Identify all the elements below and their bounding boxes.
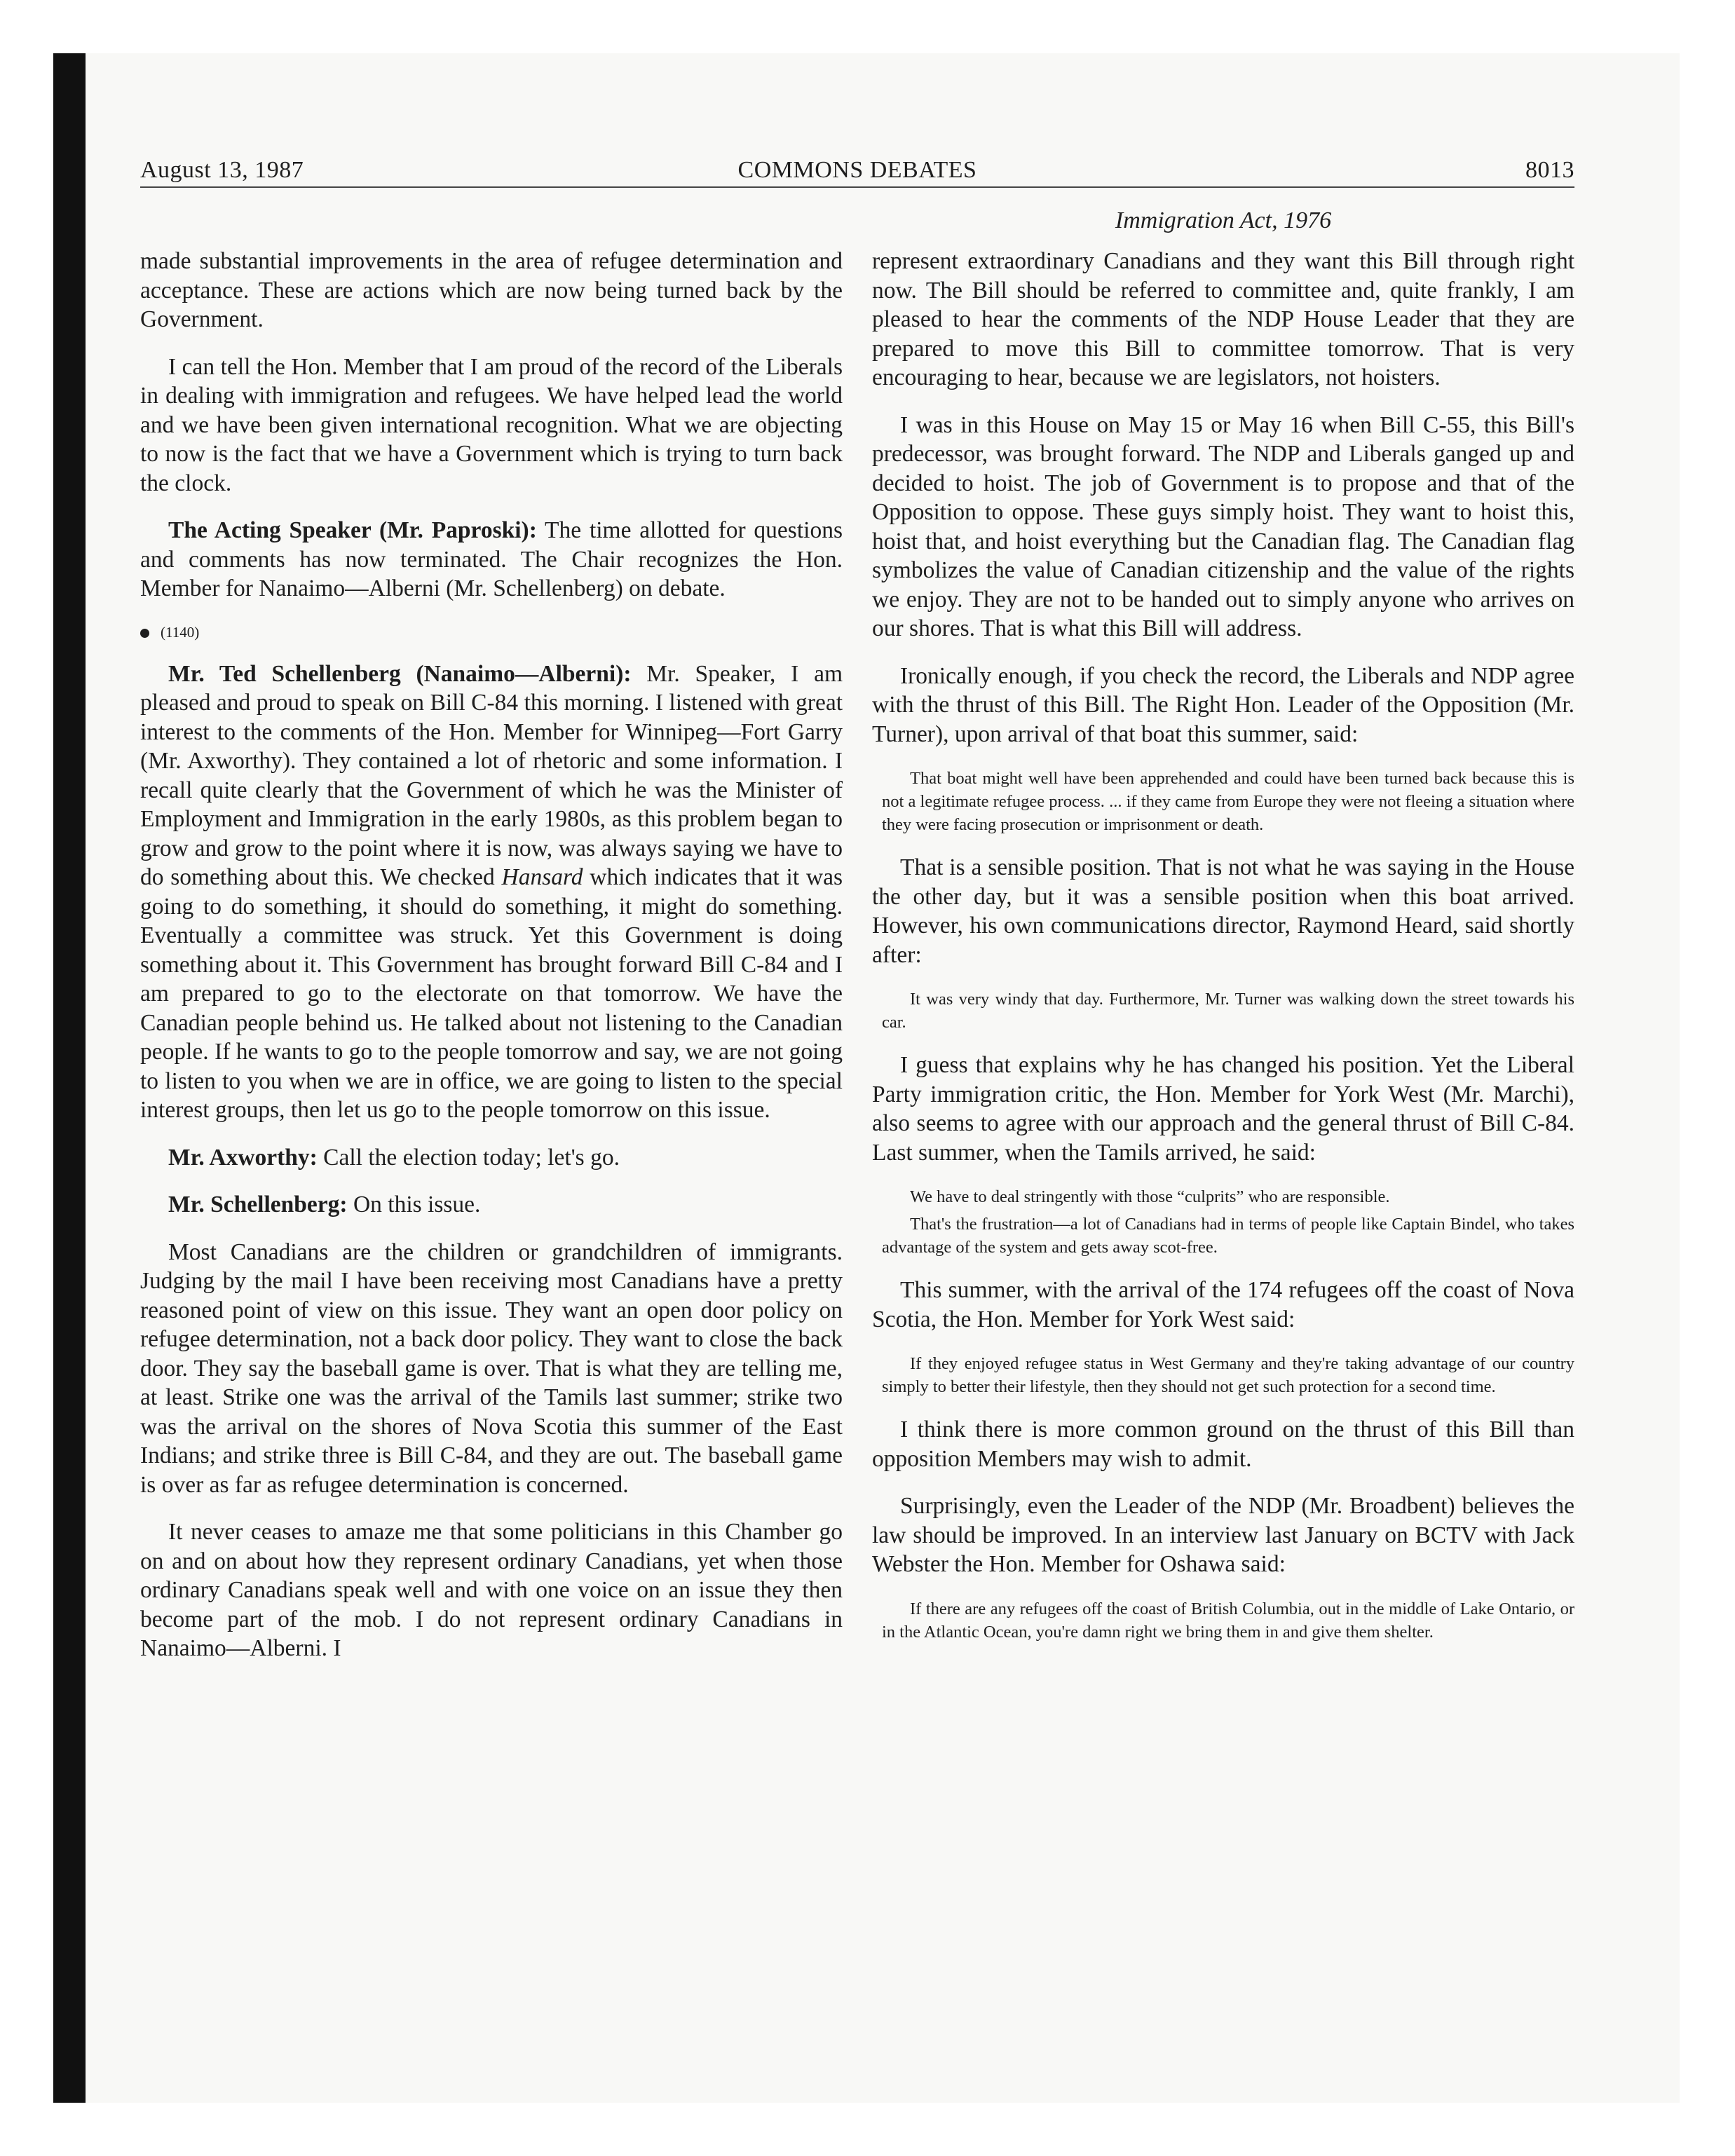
speech-text: Call the election today; let's go. — [317, 1144, 620, 1171]
time-mark — [140, 622, 843, 643]
page-header — [140, 153, 1574, 188]
speech-text: which indicates that it was going to do something, it should do something, it might do something. Eventually a committee was struck. Yet this Government is doing something about it. This Government has brought forward Bill C-84 and I am prepared to go to the electorate on that tomorrow. We have the Canadian people behind us. He talked about not listening to the Canadian people. If he wants to go to the people tomorrow and say, we are not going to listen to you when we are in office, we are going to listen to the special interest groups, then let us go to the people tomorrow on this issue. — [140, 864, 843, 1123]
paragraph: Most Canadians are the children or grandchildren of immigrants. Judging by the mail I have been receiving most Canadians have a pretty reasoned point of view on this issue. They want an open door policy on refugee determination, not a back door policy. They want to close the back door. They say the baseball game is over. That is what they are telling me, at least. Strike one was the arrival of the Tamils last summer; strike two was the arrival on the shores of Nova Scotia this summer of the East Indians; and strike three is Bill C-84, and they are out. The baseball game is over as far as refugee determination is concerned. — [140, 1239, 843, 1498]
speaker-paragraph — [140, 1190, 843, 1220]
paragraph: It never ceases to amaze me that some politicians in this Chamber go on and on about how they represent ordinary Canadians, yet when those ordinary Canadians speak well and with one voice on an issue they then become part of the mob. I do not represent ordinary Canadians in Nanaimo—Alberni. I — [140, 1519, 843, 1661]
block-quote: If there are any refugees off the coast of British Columbia, out in the middle of Lake Ontario, or in the Atlantic Ocean, you're damn right we bring them in and give them shelter. — [882, 1599, 1574, 1642]
running-subject: Immigration Act, 1976 — [1115, 207, 1332, 233]
speech-text: The time allotted for questions and comments has now terminated. The Chair recognizes the Hon. Member for Nanaimo—Alberni (Mr. Schellenberg) on debate. — [140, 517, 843, 601]
header-rule — [140, 186, 1574, 188]
paragraph: I can tell the Hon. Member that I am proud of the record of the Liberals in dealing with immigration and refugees. We have helped lead the world and we have been given international recognition. What we are objecting to now is the fact that we have a Government which is trying to turn back the clock. — [140, 353, 843, 496]
speaker-name: The Acting Speaker (Mr. Paproski): — [168, 517, 537, 543]
speaker-paragraph — [140, 516, 843, 603]
header-date: August 13, 1987 — [140, 157, 304, 183]
header-publication: COMMONS DEBATES — [737, 157, 977, 183]
speaker-name: Mr. Axworthy: — [168, 1144, 318, 1171]
right-column — [872, 247, 1574, 1660]
paragraph: I was in this House on May 15 or May 16 when Bill C-55, this Bill's predecessor, was brought forward. The NDP and Liberals ganged up and decided to hoist. The job of Government is to propose and that of the Opposition to oppose. These guys simply hoist. They want to hoist this, hoist that, and hoist everything but the Canadian flag. The Canadian flag symbolizes the value of Canadian citizenship and the value of the rights we enjoy. They are not to be handed out to simply anyone who arrives on our shores. That is what this Bill will address. — [872, 411, 1574, 641]
block-quote: If they enjoyed refugee status in West Germany and they're taking advantage of our country simply to better their lifestyle, then they should not get such protection for a second time. — [882, 1354, 1574, 1396]
speech-text: Mr. Speaker, I am pleased and proud to speak on Bill C-84 this morning. I listened with great interest to the comments of the Hon. Member for Winnipeg—Fort Garry (Mr. Axworthy). They contained a lot of rhetoric and some information. I recall quite clearly that the Government of which he was the Minister of Employment and Immigration in the early 1980s, as this problem began to grow and grow to the point where it is now, was always saying we have to do something about this. We checked — [140, 660, 843, 890]
block-quote: It was very windy that day. Furthermore, Mr. Turner was walking down the street towards his car. — [882, 990, 1574, 1032]
block-quote: That boat might well have been apprehended and could have been turned back because this is not a legitimate refugee process. ... if they came from Europe they were not fleeing a situation where they were facing prosecution or imprisonment or death. — [882, 769, 1574, 834]
header-page-number: 8013 — [1525, 157, 1574, 183]
speaker-paragraph — [140, 1143, 843, 1173]
bullet-icon — [140, 629, 149, 638]
speaker-name: Mr. Ted Schellenberg (Nanaimo—Alberni): — [168, 660, 632, 687]
left-column — [140, 247, 843, 1681]
paragraph: This summer, with the arrival of the 174 refugees off the coast of Nova Scotia, the Hon. Member for York West said: — [872, 1277, 1574, 1332]
paragraph: I think there is more common ground on the thrust of this Bill than opposition Members may wish to admit. — [872, 1417, 1574, 1472]
italic-term: Hansard — [501, 864, 583, 890]
speaker-name: Mr. Schellenberg: — [168, 1192, 348, 1217]
block-quote: We have to deal stringently with those “culprits” who are responsible. — [910, 1187, 1390, 1206]
scan-edge-shadow — [53, 53, 86, 2103]
speaker-paragraph — [140, 660, 843, 1125]
block-quote: That's the frustration—a lot of Canadians had in terms of people like Captain Bindel, who takes advantage of the system and gets away scot-free. — [882, 1215, 1574, 1257]
speech-text: On this issue. — [347, 1192, 481, 1217]
paragraph: Surprisingly, even the Leader of the NDP (Mr. Broadbent) believes the law should be improved. In an interview last January on BCTV with Jack Webster the Hon. Member for Oshawa said: — [872, 1493, 1574, 1577]
time-mark-text: (1140) — [161, 623, 200, 641]
paragraph: made substantial improvements in the area of refugee determination and acceptance. These are actions which are now being turned back by the Government. — [140, 248, 843, 332]
paragraph: Ironically enough, if you check the record, the Liberals and NDP agree with the thrust of this Bill. The Right Hon. Leader of the Opposition (Mr. Turner), upon arrival of that boat this summer, said: — [872, 662, 1574, 747]
paragraph: That is a sensible position. That is not what he was saying in the House the other day, but it was a sensible position when this boat arrived. However, his own communications director, Raymond Heard, said shortly after: — [872, 854, 1574, 968]
paragraph: represent extraordinary Canadians and they want this Bill through right now. The Bill should be referred to committee and, quite frankly, I am pleased to hear the comments of the NDP House Leader that they are prepared to move this Bill to committee tomorrow. That is very encouraging to hear, because we are legislators, not hoisters. — [872, 248, 1574, 390]
paragraph: I guess that explains why he has changed his position. Yet the Liberal Party immigration critic, the Hon. Member for York West (Mr. Marchi), also seems to agree with our approach and the general thrust of Bill C-84. Last summer, when the Tamils arrived, he said: — [872, 1052, 1574, 1166]
